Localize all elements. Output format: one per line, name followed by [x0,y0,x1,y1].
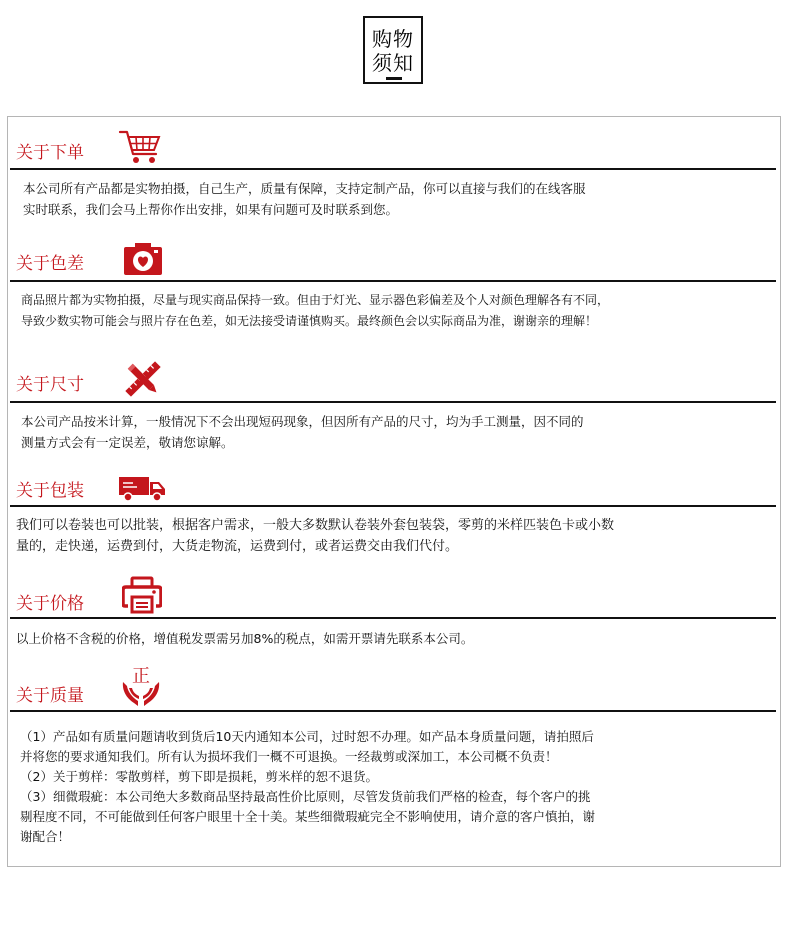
section-color-line-2: 导致少数实物可能会与照片存在色差，如无法接受请谨慎购买。最终颜色会以实际商品为准，谢谢亲的理解！ [21,314,598,328]
page-title-line-2: 须知 [372,51,414,75]
title-underline [386,77,402,80]
section-size-header [16,360,216,400]
section-size-title: 关于尺寸 [16,375,84,395]
section-packaging-title: 关于包装 [16,481,84,501]
section-packaging-body [16,515,614,557]
section-quality-line-4: （3）细微瑕疵：本公司绝大多数商品坚持最高性价比原则，尽管发货前我们严格的检查，每个客户的挑 [20,789,591,804]
section-size-body [21,411,584,453]
page-title-line-1: 购物 [372,27,414,51]
section-size-line-2: 测量方式会有一定误差，敬请您谅解。 [21,435,234,450]
section-order-divider [10,168,776,170]
section-order-line-2: 实时联系，我们会马上帮你作出安排，如果有问题可及时联系到您。 [23,202,399,217]
section-order-body [23,178,586,220]
section-price-divider [10,617,776,619]
section-size-divider [10,401,776,403]
section-quality-line-6: 谢配合！ [20,829,71,844]
delivery-truck-icon [119,475,167,507]
section-quality-body [20,727,595,847]
printer-icon [122,576,162,618]
section-quality-line-1: （1）产品如有质量问题请收到货后10天内通知本公司，过时恕不办理。如产品本身质量问题，请拍照后 [20,729,594,744]
section-size-line-1: 本公司产品按米计算，一般情况下不会出现短码现象，但因所有产品的尺寸，均为手工测量，因不同的 [21,414,584,429]
section-order-line-1: 本公司所有产品都是实物拍摄，自己生产，质量有保障，支持定制产品，你可以直接与我们的在线客服 [23,181,586,196]
section-price-body [16,628,473,649]
section-color-body [21,290,609,332]
zheng-glyph: 正 [132,666,150,687]
section-order-title: 关于下单 [16,143,84,163]
page-title-box [363,16,423,84]
section-color-title: 关于色差 [16,254,84,274]
section-price-line-1: 以上价格不含税的价格，增值税发票需另加8%的税点，如需开票请先联系本公司。 [16,631,474,646]
hands-zheng-icon [120,668,162,708]
section-quality-line-5: 剔程度不同，不可能做到任何客户眼里十全十美。某些细微瑕疵完全不影响使用，请介意的客户慎拍，谢 [20,809,596,824]
section-color-line-1: 商品照片都为实物拍摄，尽量与现实商品保持一致。但由于灯光、显示器色彩偏差及个人对颜色理解各有不同， [21,293,610,307]
camera-heart-icon [123,242,163,280]
section-color-header [16,242,216,282]
section-quality-divider [10,710,776,712]
section-color-divider [10,280,776,282]
section-order-header [16,128,216,168]
section-quality-line-2: 并将您的要求通知我们。所有认为损坏我们一概不可退换。一经裁剪或深加工，本公司概不负责！ [20,749,558,764]
section-packaging-line-1: 我们可以卷装也可以批装，根据客户需求，一般大多数默认卷装外套包装袋，零剪的米样匹装色卡或小数 [16,518,615,533]
shopping-cart-icon [118,128,162,172]
section-packaging-divider [10,505,776,507]
section-quality-title: 关于质量 [16,686,84,706]
ruler-pencil-icon [123,360,163,402]
section-quality-header [16,668,216,708]
section-price-header [16,576,216,616]
section-quality-line-3: （2）关于剪样：零散剪样，剪下即是损耗，剪米样的恕不退货。 [20,769,378,784]
section-packaging-line-2: 量的，走快递，运费到付，大货走物流，运费到付，或者运费交由我们代付。 [16,539,459,554]
section-price-title: 关于价格 [16,594,84,614]
